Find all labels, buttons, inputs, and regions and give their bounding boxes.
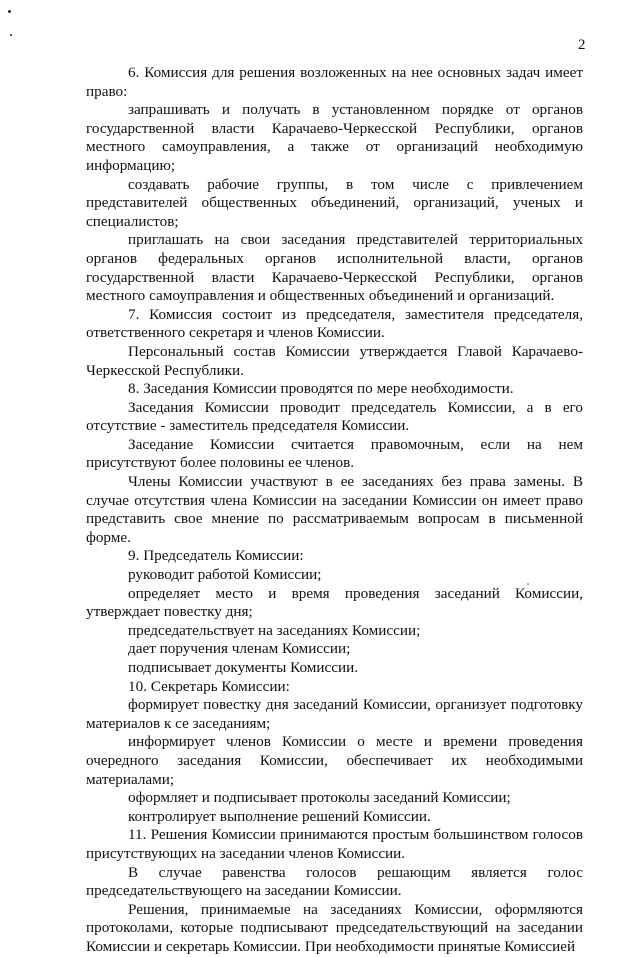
paragraph-quorum: Заседание Комиссии считается правомочным, если на нем присутствуют более половины ее членов. — [86, 435, 583, 472]
paragraph-6: 6. Комиссия для решения возложенных на нее основных задач имеет право: — [86, 64, 583, 100]
scan-speck — [8, 10, 11, 13]
paragraph-secretary-controls: контролирует выполнение решений Комиссии. — [128, 807, 431, 825]
paragraph-chair-instructs: дает поручения членам Комиссии; — [128, 640, 351, 658]
paragraph-chair-signs: подписывает документы Комиссии. — [128, 659, 359, 676]
paragraph-right-invite: приглашать на свои заседания представителей территориальных органов федеральных органов исполнительной власти, органов государственной власти Карачаево-Черкесской Республики, органов местного самоуправления и общественных объединений и организаций. — [86, 231, 583, 305]
paragraph-decisions-minutes: Решения, принимаемые на заседаниях Комиссии, оформляются протоколами, которые подписывают председательствующий на заседании Комиссии и секретарь Комиссии. При необходимости принятые Комиссией — [86, 900, 583, 955]
paragraph-11: 11. Решения Комиссии принимаются простым большинством голосов присутствующих на заседании членов Комиссии. — [86, 826, 583, 862]
paragraph-secretary-informs: информирует членов Комиссии о месте и времени проведения очередного заседания Комиссии, обеспечивает их необходимыми материалами; — [86, 733, 583, 788]
paragraph-10: 10. Секретарь Комиссии: — [128, 677, 290, 695]
paragraph-8: 8. Заседания Комиссии проводятся по мере необходимости. — [128, 380, 514, 398]
scan-speck — [10, 34, 12, 36]
paragraph-chair-agenda: определяет место и время проведения заседаний Комиссии, утверждает повестку дня; — [86, 584, 583, 621]
paragraph-meeting-chair: Заседания Комиссии проводит председатель Комиссии, а в его отсутствие - заместитель председателя Комиссии. — [86, 398, 583, 435]
paragraph-secretary-agenda: формирует повестку дня заседаний Комиссии, организует подготовку материалов к се заседаниям; — [86, 696, 583, 732]
paragraph-chair-presides: председательствует на заседаниях Комиссии; — [128, 621, 421, 639]
paragraph-composition: Персональный состав Комиссии утверждается Главой Карачаево-Черкесской Республики. — [86, 342, 583, 379]
paragraph-tie-vote: В случае равенства голосов решающим является голос председательствующего на заседании Комиссии. — [86, 863, 583, 900]
paragraph-9: 9. Председатель Комиссии: — [128, 547, 304, 565]
paragraph-members-no-substitution: Члены Комиссии участвуют в ее заседаниях без права замены. В случае отсутствия члена Комиссии на заседании Комиссии он имеет право представить свое мнение по рассматриваемым вопросам в письменной форме. — [86, 473, 583, 546]
page-number: 2 — [578, 37, 586, 53]
document-body — [86, 64, 583, 957]
paragraph-7: 7. Комиссия состоит из председателя, заместителя председателя, ответственного секретаря и членов Комиссии. — [86, 305, 583, 342]
paragraph-right-working-groups: создавать рабочие группы, в том числе с привлечением представителей общественных объединений, организаций, ученых и специалистов; — [86, 175, 583, 230]
paragraph-secretary-minutes: оформляет и подписывает протоколы заседаний Комиссии; — [128, 789, 511, 807]
paragraph-chair-leads: руководит работой Комиссии; — [128, 566, 322, 584]
paragraph-right-request-info: запрашивать и получать в установленном порядке от органов государственной власти Карачаево-Черкесской Республики, органов местного самоуправления, а также от организаций необходимую информацию; — [86, 101, 583, 174]
